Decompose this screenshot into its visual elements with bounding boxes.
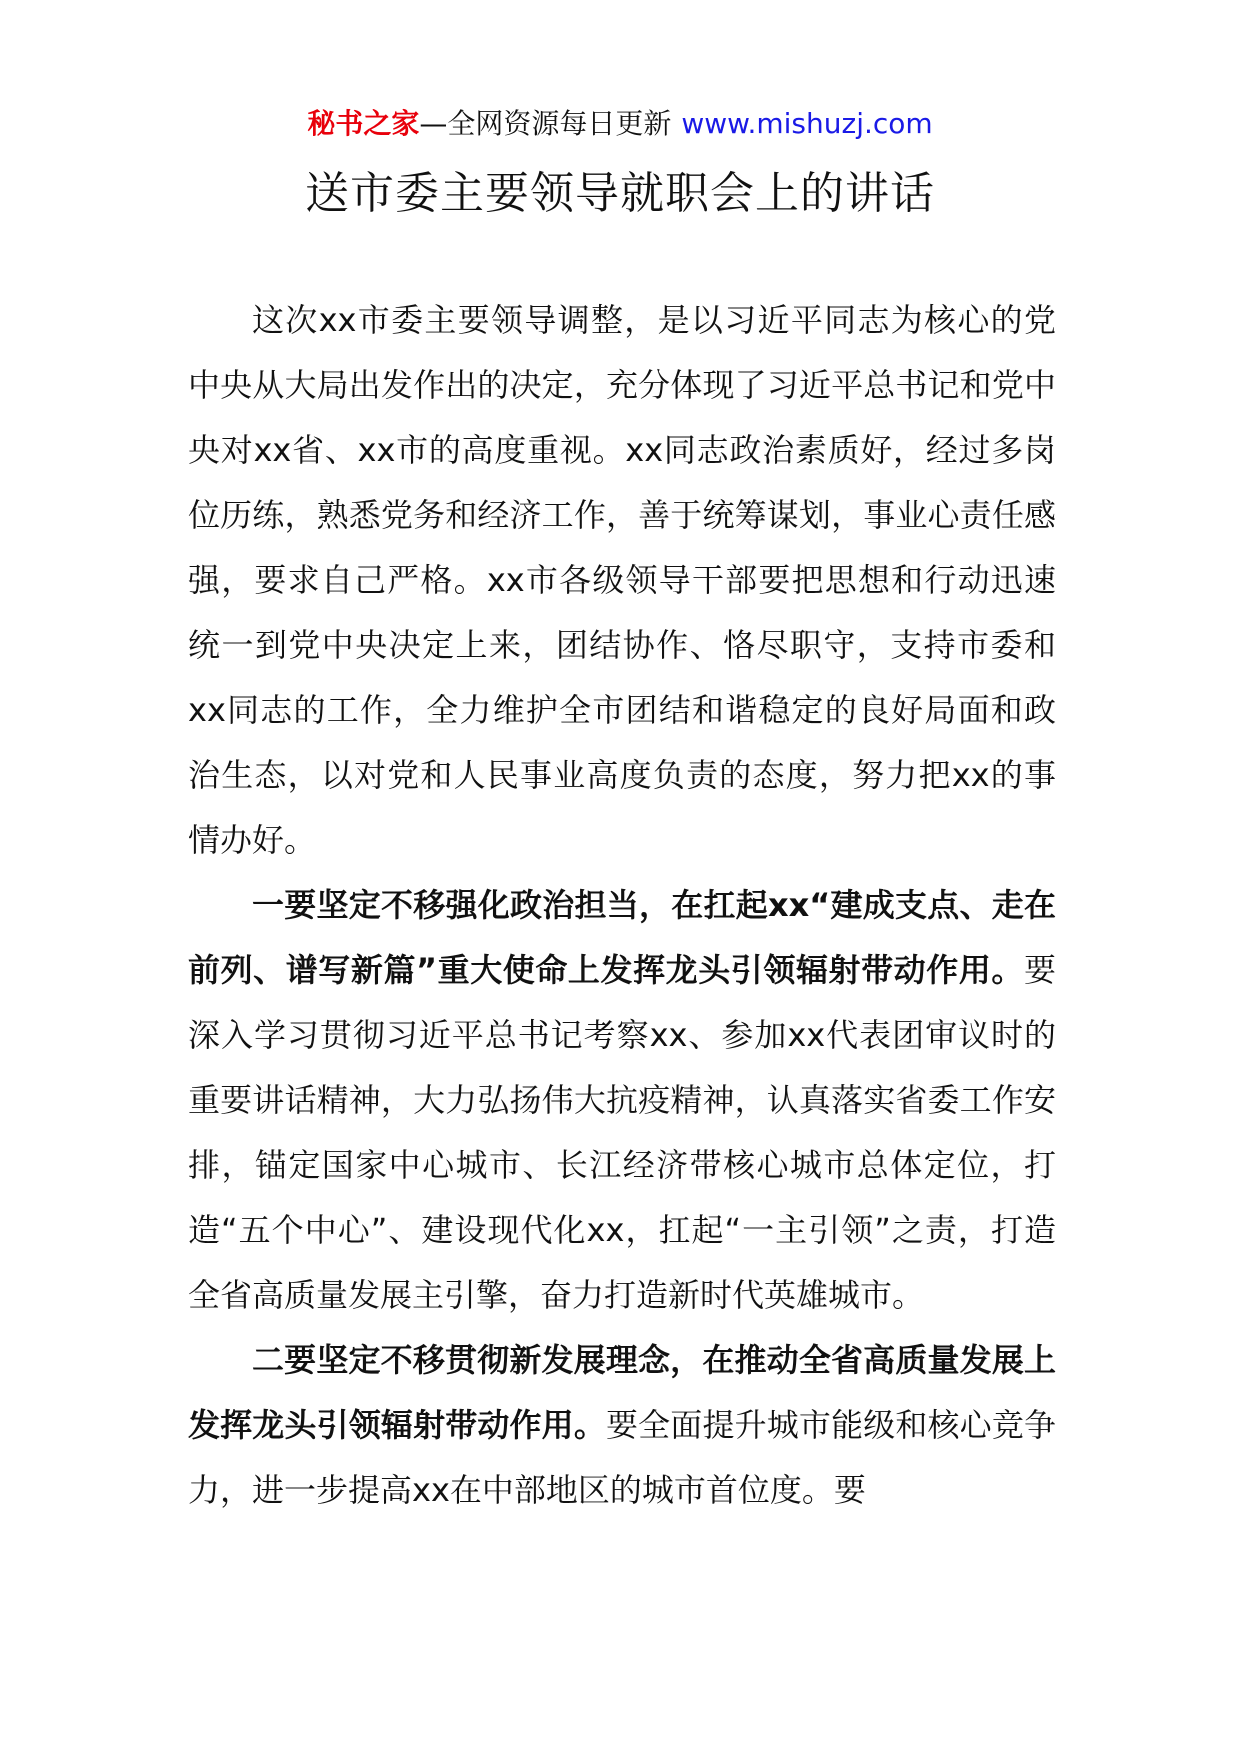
paragraph-text: 要全面提升城市能级和核心竞争力，进一步提高xx在中部地区的城市首位度。要 [188, 1406, 1056, 1509]
document-title: 送市委主要领导就职会上的讲话 [305, 168, 935, 219]
site-url-link[interactable]: www.mishuzj.com [681, 107, 933, 140]
document-body [188, 288, 1056, 1523]
paragraph-text: 要深入学习贯彻习近平总书记考察xx、参加xx代表团审议时的重要讲话精神，大力弘扬伟大抗疫精神，认真落实省委工作安排，锚定国家中心城市、长江经济带核心城市总体定位，打造“五个中心”、建设现代化xx，扛起“一主引领”之责，打造全省高质量发展主引擎，奋力打造新时代英雄城市。 [188, 951, 1056, 1314]
paragraph-lead: 二要坚定不移贯彻新发展理念，在推动全省高质量发展上发挥龙头引领辐射带动作用。 [188, 1341, 1056, 1444]
paragraph-lead: 一要坚定不移强化政治担当，在扛起xx“建成支点、走在前列、谱写新篇”重大使命上发挥龙头引领辐射带动作用。 [188, 886, 1056, 989]
site-header [0, 104, 1240, 144]
paragraph-point-one [188, 873, 1056, 1328]
paragraph-text: 这次xx市委主要领导调整，是以习近平同志为核心的党中央从大局出发作出的决定，充分体现了习近平总书记和党中央对xx省、xx市的高度重视。xx同志政治素质好，经过多岗位历练，熟悉党务和经济工作，善于统筹谋划，事业心责任感强，要求自己严格。xx市各级领导干部要把思想和行动迅速统一到党中央决定上来，团结协作、恪尽职守，支持市委和xx同志的工作，全力维护全市团结和谐稳定的良好局面和政治生态，以对党和人民事业高度负责的态度，努力把xx的事情办好。 [188, 301, 1056, 859]
paragraph-intro [188, 288, 1056, 873]
paragraph-point-two [188, 1328, 1056, 1523]
brand-name: 秘书之家 [307, 107, 420, 140]
header-tagline: —全网资源每日更新 [419, 107, 672, 140]
